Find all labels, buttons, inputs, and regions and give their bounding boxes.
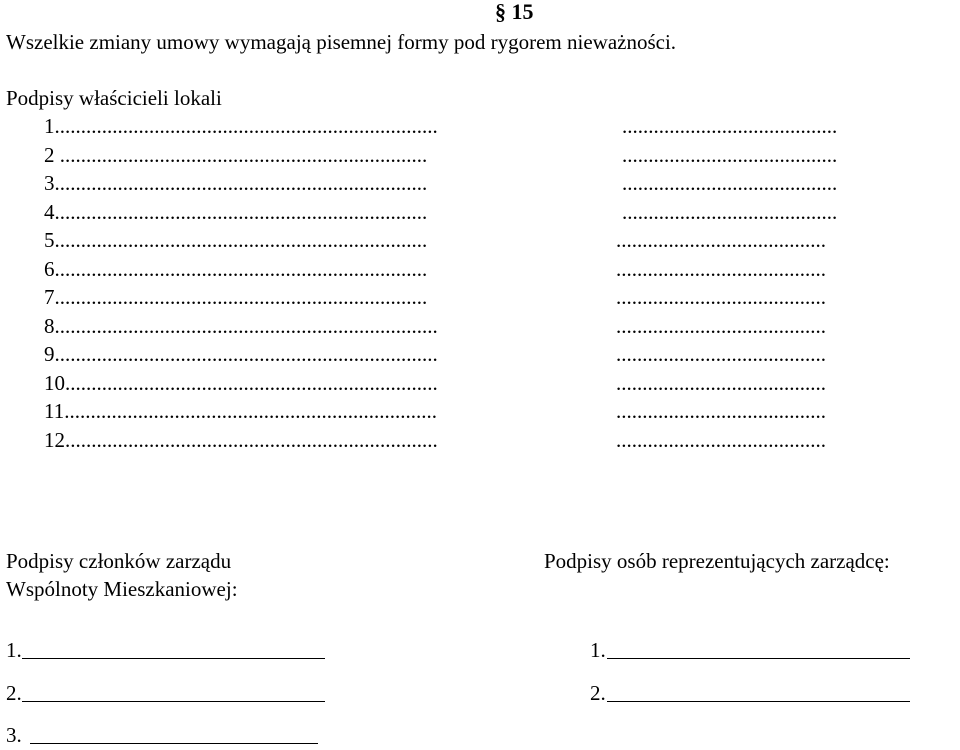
board-signature-line-3[interactable] [30, 743, 318, 744]
owners-heading: Podpisy właścicieli lokali [6, 86, 222, 110]
owner-signature-left-8[interactable]: 8......................................................................... [44, 314, 438, 338]
owner-signature-right-9[interactable]: ........................................ [616, 342, 826, 366]
owner-signature-left-1[interactable]: 1......................................................................... [44, 114, 438, 138]
owner-signature-right-6[interactable]: ........................................ [616, 257, 826, 281]
owner-signature-right-5[interactable]: ........................................ [616, 228, 826, 252]
owner-signature-left-3[interactable]: 3....................................................................... [44, 171, 428, 195]
owner-signature-right-3[interactable]: ......................................... [622, 171, 838, 195]
owner-signature-left-4[interactable]: 4....................................................................... [44, 200, 428, 224]
owner-signature-left-12[interactable]: 12....................................................................... [44, 428, 438, 452]
owner-signature-left-7[interactable]: 7....................................................................... [44, 285, 428, 309]
owner-signature-left-2[interactable]: 2 ...................................................................... [44, 143, 428, 167]
clause-text: Wszelkie zmiany umowy wymagają pisemnej formy pod rygorem nieważności. [6, 30, 677, 54]
owner-signature-left-6[interactable]: 6....................................................................... [44, 257, 428, 281]
owner-signature-right-4[interactable]: ......................................... [622, 200, 838, 224]
manager-heading: Podpisy osób reprezentujących zarządcę: [544, 549, 890, 573]
manager-signature-line-1[interactable] [607, 658, 910, 659]
manager-signature-number-2: 2. [590, 681, 606, 705]
manager-signature-number-1: 1. [590, 638, 606, 662]
board-signature-line-1[interactable] [22, 658, 325, 659]
owner-signature-left-11[interactable]: 11....................................................................... [44, 399, 437, 423]
owner-signature-right-12[interactable]: ........................................ [616, 428, 826, 452]
board-signature-number-2: 2. [6, 681, 22, 705]
owner-signature-right-1[interactable]: ......................................... [622, 114, 838, 138]
owner-signature-left-10[interactable]: 10....................................................................... [44, 371, 438, 395]
owner-signature-left-9[interactable]: 9......................................................................... [44, 342, 438, 366]
owner-signature-right-2[interactable]: ......................................... [622, 143, 838, 167]
board-heading-line1: Podpisy członków zarządu [6, 549, 232, 573]
board-signature-line-2[interactable] [22, 701, 325, 702]
owner-signature-left-5[interactable]: 5....................................................................... [44, 228, 428, 252]
board-signature-number-3: 3. [6, 723, 22, 747]
owner-signature-right-8[interactable]: ........................................ [616, 314, 826, 338]
manager-signature-line-2[interactable] [607, 701, 910, 702]
owner-signature-right-11[interactable]: ........................................ [616, 399, 826, 423]
owner-signature-right-7[interactable]: ........................................ [616, 285, 826, 309]
section-title: § 15 [495, 0, 534, 24]
owner-signature-right-10[interactable]: ........................................ [616, 371, 826, 395]
board-heading-line2: Wspólnoty Mieszkaniowej: [6, 577, 238, 601]
board-signature-number-1: 1. [6, 638, 22, 662]
